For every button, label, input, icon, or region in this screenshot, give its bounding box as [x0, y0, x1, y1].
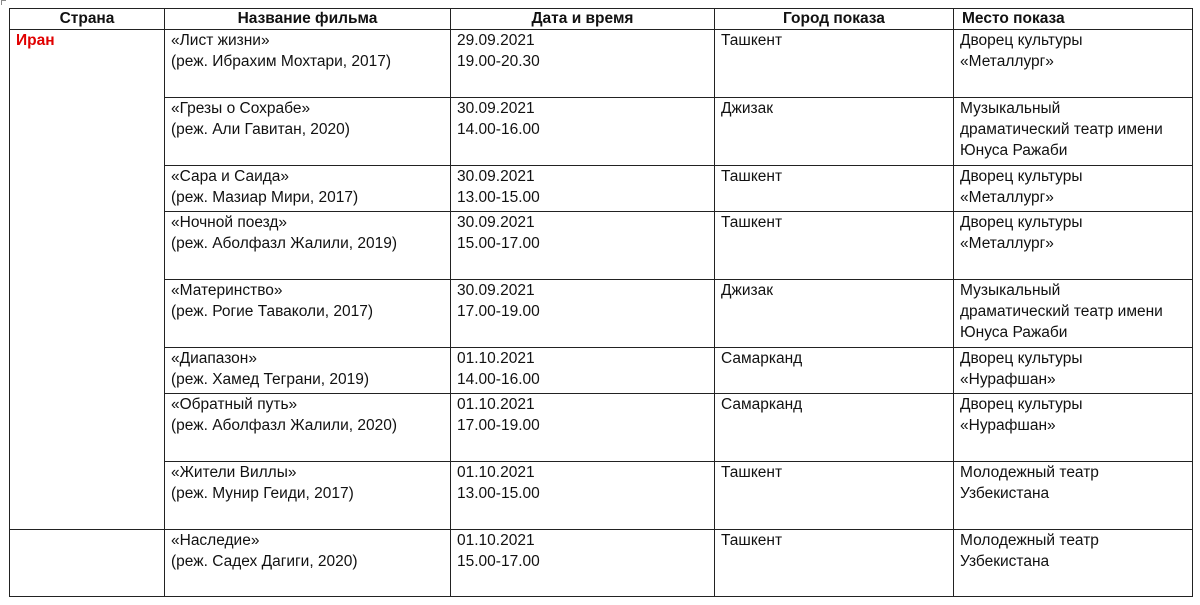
screening-time: 13.00-15.00: [457, 189, 540, 206]
city-cell: [715, 280, 954, 348]
city-cell: [715, 98, 954, 166]
header-venue: Место показа: [954, 9, 1193, 30]
screening-time: 19.00-20.30: [457, 53, 540, 70]
table-row: [10, 462, 1193, 530]
venue-line: Дворец культуры: [960, 168, 1083, 185]
screening-date: 30.09.2021: [457, 168, 535, 185]
film-cell: [165, 212, 451, 280]
venue-line: «Нурафшан»: [960, 417, 1056, 434]
film-director: (реж. Хамед Теграни, 2019): [171, 371, 370, 388]
screening-time: 15.00-17.00: [457, 553, 540, 570]
screening-time: 14.00-16.00: [457, 121, 540, 138]
venue-line: Узбекистана: [960, 553, 1050, 570]
film-cell: [165, 98, 451, 166]
venue-line: Дворец культуры: [960, 350, 1083, 367]
venue-line: Молодежный театр: [960, 464, 1099, 481]
film-cell: [165, 394, 451, 462]
film-director: (реж. Мунир Геиди, 2017): [171, 485, 354, 502]
film-cell: [165, 462, 451, 530]
table-row: [10, 530, 1193, 597]
datetime-cell: [451, 348, 715, 394]
film-title: «Материнство»: [171, 282, 283, 299]
venue-line: драматический театр имени: [960, 121, 1163, 138]
table-row: [10, 212, 1193, 280]
venue-cell: [954, 348, 1193, 394]
datetime-cell: [451, 280, 715, 348]
film-director: (реж. Али Гавитан, 2020): [171, 121, 350, 138]
film-title: «Грезы о Сохрабе»: [171, 100, 311, 117]
venue-line: «Металлург»: [960, 235, 1054, 252]
film-director: (реж. Аболфазл Жалили, 2020): [171, 417, 397, 434]
venue-cell: [954, 394, 1193, 462]
screening-time: 17.00-19.00: [457, 417, 540, 434]
table-row: [10, 166, 1193, 212]
country-label: Иран: [16, 32, 55, 49]
table-body: [10, 30, 1193, 597]
venue-cell: [954, 530, 1193, 597]
header-city: Город показа: [715, 9, 954, 30]
venue-line: Дворец культуры: [960, 214, 1083, 231]
film-director: (реж. Ибрахим Мохтари, 2017): [171, 53, 392, 70]
city-name: Джизак: [721, 100, 774, 117]
datetime-cell: [451, 212, 715, 280]
header-datetime: Дата и время: [451, 9, 715, 30]
city-cell: [715, 348, 954, 394]
venue-cell: [954, 166, 1193, 212]
venue-line: «Металлург»: [960, 189, 1054, 206]
film-title: «Ночной поезд»: [171, 214, 288, 231]
film-director: (реж. Садех Дагиги, 2020): [171, 553, 358, 570]
screening-date: 01.10.2021: [457, 532, 535, 549]
city-cell: [715, 530, 954, 597]
datetime-cell: [451, 166, 715, 212]
header-film: Название фильма: [165, 9, 451, 30]
datetime-cell: [451, 30, 715, 98]
venue-cell: [954, 462, 1193, 530]
film-cell: [165, 166, 451, 212]
screening-time: 14.00-16.00: [457, 371, 540, 388]
city-name: Ташкент: [721, 168, 783, 185]
film-cell: [165, 348, 451, 394]
screening-date: 01.10.2021: [457, 464, 535, 481]
venue-line: «Металлург»: [960, 53, 1054, 70]
datetime-cell: [451, 462, 715, 530]
film-title: «Диапазон»: [171, 350, 257, 367]
header-row: [10, 9, 1193, 30]
city-name: Ташкент: [721, 464, 783, 481]
screening-date: 30.09.2021: [457, 282, 535, 299]
venue-line: «Нурафшан»: [960, 371, 1056, 388]
table-row: [10, 394, 1193, 462]
city-cell: [715, 462, 954, 530]
table-row: [10, 30, 1193, 98]
datetime-cell: [451, 530, 715, 597]
header-country: Страна: [10, 9, 165, 30]
city-cell: [715, 166, 954, 212]
screening-date: 30.09.2021: [457, 100, 535, 117]
film-title: «Жители Виллы»: [171, 464, 297, 481]
venue-line: Музыкальный: [960, 100, 1061, 117]
venue-cell: [954, 30, 1193, 98]
venue-line: Дворец культуры: [960, 32, 1083, 49]
venue-line: Музыкальный: [960, 282, 1061, 299]
venue-line: Дворец культуры: [960, 396, 1083, 413]
city-cell: [715, 212, 954, 280]
city-cell: [715, 30, 954, 98]
venue-line: Юнуса Ражаби: [960, 324, 1068, 341]
venue-line: Юнуса Ражаби: [960, 142, 1068, 159]
film-cell: [165, 530, 451, 597]
city-name: Ташкент: [721, 32, 783, 49]
film-director: (реж. Рогие Таваколи, 2017): [171, 303, 373, 320]
film-title: «Сара и Саида»: [171, 168, 290, 185]
screening-date: 30.09.2021: [457, 214, 535, 231]
venue-cell: [954, 280, 1193, 348]
venue-line: драматический театр имени: [960, 303, 1163, 320]
table-row: [10, 98, 1193, 166]
venue-cell: [954, 212, 1193, 280]
datetime-cell: [451, 98, 715, 166]
table-row: [10, 348, 1193, 394]
film-title: «Наследие»: [171, 532, 260, 549]
film-title: «Лист жизни»: [171, 32, 270, 49]
film-schedule-table: [9, 8, 1193, 597]
city-name: Джизак: [721, 282, 774, 299]
city-cell: [715, 394, 954, 462]
venue-cell: [954, 98, 1193, 166]
screening-time: 13.00-15.00: [457, 485, 540, 502]
screening-time: 17.00-19.00: [457, 303, 540, 320]
film-director: (реж. Мазиар Мири, 2017): [171, 189, 359, 206]
city-name: Ташкент: [721, 214, 783, 231]
datetime-cell: [451, 394, 715, 462]
film-director: (реж. Аболфазл Жалили, 2019): [171, 235, 397, 252]
screening-date: 01.10.2021: [457, 396, 535, 413]
page-corner-mark: [1, 0, 6, 5]
screening-date: 29.09.2021: [457, 32, 535, 49]
city-name: Самарканд: [721, 350, 803, 367]
table-row: [10, 280, 1193, 348]
venue-line: Молодежный театр: [960, 532, 1099, 549]
country-cell-empty: [10, 530, 165, 597]
country-cell: [10, 30, 165, 530]
screening-date: 01.10.2021: [457, 350, 535, 367]
city-name: Самарканд: [721, 396, 803, 413]
film-cell: [165, 280, 451, 348]
venue-line: Узбекистана: [960, 485, 1050, 502]
city-name: Ташкент: [721, 532, 783, 549]
film-title: «Обратный путь»: [171, 396, 298, 413]
film-cell: [165, 30, 451, 98]
screening-time: 15.00-17.00: [457, 235, 540, 252]
